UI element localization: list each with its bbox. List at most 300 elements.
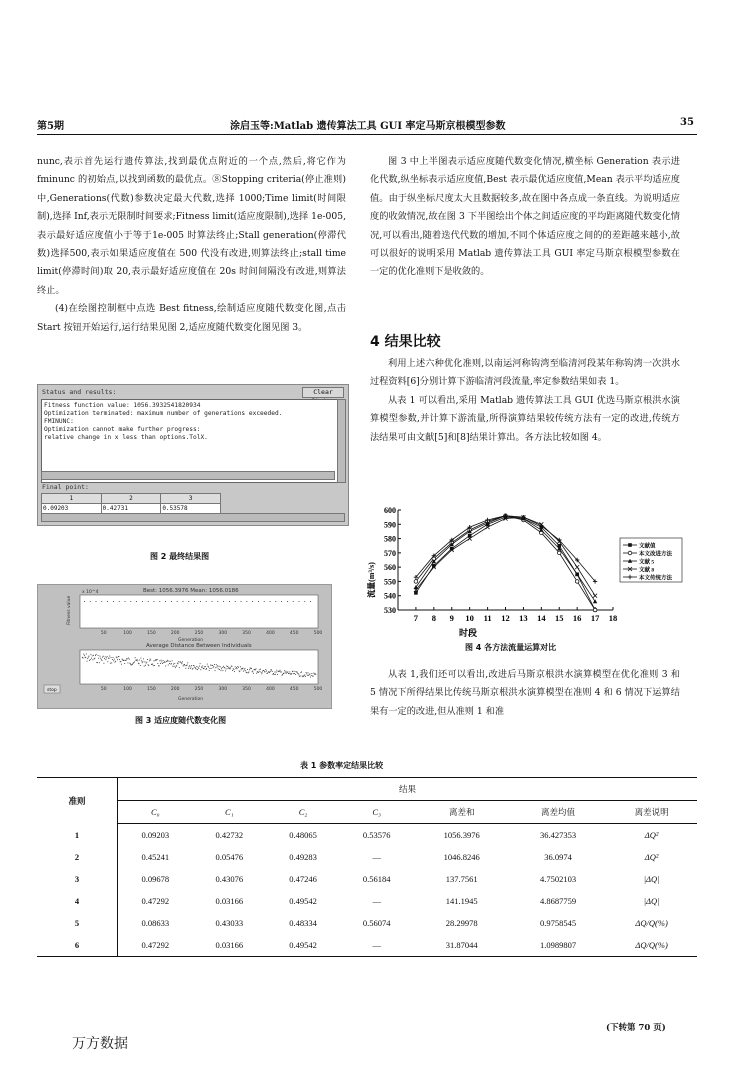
series-x — [414, 515, 597, 598]
watermark: 万方数据 — [72, 1036, 128, 1052]
table-cell: 1.0989807 — [510, 934, 606, 957]
paragraph: 图 3 中上半图表示适应度随代数变化情况,横坐标 Generation 表示进化代数,纵坐标表示适应度值,Best 表示最优适应度值,Mean 表示平均适应度值。由于纵坐标尺度太大且数据较多,故在图中各点成一条直线。为说明适应度的收敛情况,故在图 3 下半图绘出个体之间适应度的平均距离随代数变化情况,可以看出,随着迭代代数的增加,不同个体适应度之间的的差距越来越小,故可以很好的说明采用 Matlab 遗传算法工具 GUI 率定马斯京根模型参数在一定的优化准则下是收敛的。 — [370, 156, 680, 278]
distance-point — [105, 656, 106, 657]
distance-point — [172, 660, 173, 661]
distance-point — [185, 668, 186, 669]
column-header: 准则 — [37, 778, 118, 824]
distance-point — [109, 658, 110, 659]
bottom-plot-title: Average Distance Between Individuals — [146, 643, 252, 649]
distance-point — [85, 657, 86, 658]
legend-label: 文献值 — [639, 543, 656, 550]
ga-plots — [38, 585, 331, 708]
distance-point — [163, 662, 164, 663]
best-point — [177, 601, 178, 602]
table-cell: 0.49542 — [289, 896, 317, 906]
distance-point — [208, 666, 209, 667]
paragraph: (4)在绘图控制框中点选 Best fitness,绘制适应度随代数变化图,点击 Start 按钮开始运行,运行结果见图 2,适应度随代数变化图见图 3。 — [37, 303, 346, 333]
best-point — [90, 601, 91, 602]
distance-point — [293, 671, 294, 672]
distance-point — [88, 657, 89, 658]
y-tick-label: 550 — [384, 577, 396, 587]
figure-caption: 图 3 适应度随代数变化图 — [135, 716, 227, 725]
best-point — [125, 601, 126, 602]
horizontal-scrollbar[interactable] — [41, 471, 335, 480]
distance-point — [87, 661, 88, 662]
top-y-label: Fitness value — [67, 595, 72, 625]
x-tick-label: 500 — [313, 631, 323, 636]
distance-point — [218, 668, 219, 669]
x-tick-label: 8 — [431, 613, 436, 623]
axis-exponent: x 10^4 — [82, 590, 99, 595]
distance-point — [295, 671, 296, 672]
distance-point — [112, 659, 113, 660]
distance-point — [302, 676, 303, 677]
distance-point — [155, 660, 156, 661]
x-tick-label: 14 — [537, 613, 546, 623]
distance-point — [94, 658, 95, 659]
distance-point — [253, 673, 254, 674]
distance-point — [172, 666, 173, 667]
distance-point — [206, 668, 207, 669]
x-tick-label: 400 — [266, 687, 275, 692]
table-cell: 0.53576 — [362, 830, 391, 840]
distance-point — [310, 674, 311, 675]
distance-point — [149, 660, 150, 661]
distance-point — [298, 673, 299, 674]
best-point — [241, 601, 242, 602]
y-axis-title: 流量(m³/s) — [367, 562, 376, 598]
distance-point — [91, 658, 92, 659]
table-caption: 表 1 参数率定结果比较 — [300, 761, 384, 770]
distance-point — [243, 671, 244, 672]
y-tick-label: 530 — [384, 606, 396, 615]
table-cell: 0.56184 — [362, 874, 391, 884]
distance-point — [219, 666, 220, 667]
best-point — [229, 601, 230, 602]
distance-point — [116, 657, 117, 658]
header-rule — [37, 134, 697, 135]
best-point — [264, 601, 265, 602]
distance-point — [207, 664, 208, 665]
stop-button-label: stop — [47, 688, 57, 693]
distance-point — [165, 662, 166, 663]
distance-point — [168, 665, 169, 666]
distance-point — [173, 664, 174, 665]
best-fitness-axes — [80, 595, 318, 628]
table-cell: 4.7502103 — [539, 874, 577, 884]
distance-point — [178, 663, 179, 664]
distance-point — [239, 670, 240, 671]
distance-point — [196, 669, 197, 670]
distance-point — [146, 663, 147, 664]
distance-point — [117, 659, 118, 660]
distance-point — [90, 654, 91, 655]
distance-point — [103, 656, 104, 657]
distance-point — [181, 662, 182, 663]
x-axis-title: 时段 — [458, 628, 478, 638]
column-header: 离差说明 — [606, 801, 697, 824]
table-cell: — — [340, 934, 414, 957]
distance-point — [161, 661, 162, 662]
distance-point — [298, 674, 299, 675]
table-row — [37, 868, 697, 890]
distance-point — [150, 660, 151, 661]
data-point — [628, 551, 632, 555]
table-cell: 0.08633 — [118, 912, 193, 934]
column-header: 离差和 — [414, 801, 510, 824]
distance-point — [256, 673, 257, 674]
x-tick-label: 150 — [147, 631, 156, 636]
table-cell: 36.0974 — [544, 852, 572, 862]
distance-point — [92, 655, 93, 656]
distance-point — [83, 658, 84, 659]
distance-point — [181, 663, 182, 664]
distance-point — [217, 665, 218, 666]
distance-point — [95, 655, 96, 656]
x-tick-label: 18 — [608, 613, 618, 623]
distance-point — [196, 666, 197, 667]
data-point — [593, 599, 597, 603]
distance-point — [287, 672, 288, 673]
best-point — [310, 601, 311, 602]
distance-point — [220, 670, 221, 671]
table-cell: 4 — [74, 896, 80, 906]
x-tick-label: 9 — [449, 613, 454, 623]
distance-point — [263, 670, 264, 671]
distance-point — [170, 661, 171, 662]
best-point — [217, 601, 218, 602]
table-cell: — — [372, 852, 381, 862]
panel-title: Status and results: — [42, 388, 117, 396]
distance-point — [113, 657, 114, 658]
status-line: FMINUNC: — [44, 418, 74, 425]
distance-point — [280, 670, 281, 671]
distance-point — [266, 671, 267, 672]
distance-point — [234, 671, 235, 672]
status-results-panel — [37, 384, 349, 526]
right-column — [370, 666, 680, 721]
group-header: 结果 — [118, 778, 698, 801]
distance-point — [219, 669, 220, 670]
distance-point — [212, 665, 213, 666]
distance-point — [256, 668, 257, 669]
best-point — [281, 601, 282, 602]
distance-point — [209, 668, 210, 669]
distance-point — [143, 658, 144, 659]
distance-point — [115, 661, 116, 662]
table-cell: 0.43033 — [215, 918, 244, 928]
distance-point — [122, 659, 123, 660]
distance-point — [98, 655, 99, 656]
final-value: 0.09203 — [42, 504, 102, 514]
table-cell: 1 — [74, 829, 80, 840]
distance-point — [105, 659, 106, 660]
distance-point — [102, 657, 103, 658]
best-point — [130, 601, 131, 602]
legend-label: 本文传统方法 — [639, 575, 673, 582]
distance-point — [232, 670, 233, 671]
distance-point — [236, 667, 237, 668]
x-tick-label: 350 — [242, 687, 251, 692]
distance-point — [160, 663, 161, 664]
column-header: 1 — [42, 494, 102, 504]
distance-point — [213, 666, 214, 667]
distance-point — [189, 666, 190, 667]
paragraph: 从表 1 可以看出,采用 Matlab 遗传算法工具 GUI 优选马斯京根洪水演算模型参数,并计算下游流量,所得演算结果较传统方法有一定的改进,传统方法结果可由文献[5]和[8]结果计算出。各方法比较如图 4。 — [370, 394, 680, 443]
table-cell: 1046.8246 — [443, 852, 480, 862]
best-point — [304, 601, 305, 602]
final-value: 0.42731 — [101, 504, 161, 514]
distance-point — [220, 666, 221, 667]
table-cell: — — [372, 896, 381, 906]
distance-point — [274, 674, 275, 675]
distance-point — [251, 668, 252, 669]
table-scrollbar[interactable] — [41, 513, 345, 522]
distance-point — [176, 665, 177, 666]
distance-point — [195, 668, 196, 669]
distance-point — [83, 654, 84, 655]
distance-point — [284, 670, 285, 671]
distance-point — [270, 671, 271, 672]
table-cell: ΔQ/Q(%) — [635, 918, 668, 928]
distance-point — [147, 659, 148, 660]
distance-point — [313, 673, 314, 674]
table-cell: ΔQ² — [644, 830, 659, 840]
paragraph: 从表 1,我们还可以看出,改进后马斯京根洪水演算模型在优化准则 3 和 5 情况下所得结果比传统马斯京根洪水演算模型在准则 4 和 6 情况下运算结果有一定的改进,但从准则 1 和准 — [370, 669, 680, 717]
x-axis-label: Generation — [178, 697, 204, 702]
distance-point — [257, 671, 258, 672]
final-point-table — [41, 493, 221, 514]
distance-point — [304, 675, 305, 676]
distance-point — [163, 660, 164, 661]
distance-point — [222, 670, 223, 671]
distance-point — [281, 672, 282, 673]
distance-point — [174, 663, 175, 664]
distance-point — [228, 668, 229, 669]
table-row — [37, 934, 697, 957]
distance-point — [213, 667, 214, 668]
clear-status-button[interactable]: Clear — [302, 387, 344, 398]
distance-point — [142, 661, 143, 662]
x-tick-label: 17 — [590, 613, 600, 623]
series-line — [416, 517, 595, 610]
x-tick-label: 12 — [501, 613, 510, 623]
best-point — [223, 601, 224, 602]
distance-point — [230, 668, 231, 669]
distance-point — [200, 669, 201, 670]
distance-point — [102, 660, 103, 661]
column-header: C₃ — [340, 801, 414, 824]
legend-label: 文献 8 — [639, 567, 655, 574]
distance-point — [250, 668, 251, 669]
table-cell: 1056.3976 — [443, 830, 480, 840]
distance-point — [237, 668, 238, 669]
distance-point — [295, 674, 296, 675]
distance-point — [141, 658, 142, 659]
distance-point — [265, 669, 266, 670]
top-plot-title: Best: 1056.3976 Mean: 1056.0186 — [143, 588, 239, 594]
table-cell: 4.8687759 — [539, 896, 577, 906]
table-cell: 0.48334 — [289, 918, 317, 928]
distance-point — [157, 663, 158, 664]
table-cell: 0.47246 — [289, 874, 317, 884]
distance-point — [165, 666, 166, 667]
distance-point — [282, 674, 283, 675]
distance-point — [168, 661, 169, 662]
x-tick-label: 200 — [170, 687, 180, 692]
best-point — [113, 601, 114, 602]
legend-label: 本文改进方法 — [639, 551, 673, 558]
table-cell: 0.05476 — [215, 852, 244, 862]
distance-point — [244, 669, 245, 670]
right-column — [370, 355, 680, 447]
distance-point — [144, 661, 145, 662]
distance-point — [198, 667, 199, 668]
distance-point — [148, 665, 149, 666]
column-header: 2 — [101, 494, 161, 504]
best-point — [252, 601, 253, 602]
distance-point — [228, 667, 229, 668]
distance-point — [106, 657, 107, 658]
distance-point — [308, 672, 309, 673]
distance-point — [119, 659, 120, 660]
data-point — [414, 580, 418, 584]
distance-point — [185, 665, 186, 666]
series-line — [416, 517, 595, 596]
table-cell: 137.7561 — [445, 874, 478, 884]
best-point — [119, 601, 120, 602]
final-point-label: Final point: — [42, 483, 89, 491]
distance-point — [206, 669, 207, 670]
x-axis-label: Generation — [178, 638, 204, 643]
table-row — [37, 890, 697, 912]
distance-point — [152, 664, 153, 665]
best-point — [165, 601, 166, 602]
best-point — [275, 601, 276, 602]
distance-point — [249, 669, 250, 670]
distance-point — [232, 666, 233, 667]
distance-point — [307, 675, 308, 676]
distance-point — [243, 668, 244, 669]
distance-point — [107, 661, 108, 662]
distance-point — [93, 655, 94, 656]
distance-point — [133, 663, 134, 664]
best-point — [188, 601, 189, 602]
distance-point — [150, 659, 151, 660]
table-cell: 36.427353 — [539, 830, 577, 840]
distance-point — [128, 658, 129, 659]
distance-point — [118, 656, 119, 657]
legend-label: 文献 5 — [639, 559, 655, 566]
table-row — [37, 846, 697, 868]
distance-point — [191, 667, 192, 668]
distance-point — [124, 663, 125, 664]
distance-point — [188, 668, 189, 669]
table-cell: 28.29978 — [445, 918, 478, 928]
distance-point — [210, 665, 211, 666]
distance-point — [98, 658, 99, 659]
distance-point — [289, 673, 290, 674]
table-cell: |ΔQ| — [643, 874, 660, 884]
distance-point — [140, 665, 141, 666]
distance-point — [217, 667, 218, 668]
table-cell: ΔQ² — [644, 852, 659, 862]
data-point — [557, 551, 561, 555]
distance-point — [113, 660, 114, 661]
ga-plot-window — [37, 584, 332, 709]
y-tick-label: 580 — [384, 534, 396, 544]
distance-point — [284, 673, 285, 674]
distance-point — [262, 671, 263, 672]
distance-point — [300, 676, 301, 677]
distance-point — [97, 662, 98, 663]
best-point — [183, 601, 184, 602]
distance-point — [100, 658, 101, 659]
distance-point — [161, 660, 162, 661]
x-tick-label: 13 — [519, 613, 528, 623]
status-line: Fitness function value: 1056.3932541820934 — [44, 402, 201, 409]
distance-point — [187, 665, 188, 666]
distance-point — [261, 672, 262, 673]
column-header: 离差均值 — [510, 801, 606, 824]
distance-point — [187, 662, 188, 663]
distance-point — [230, 667, 231, 668]
distance-point — [180, 661, 181, 662]
distance-point — [198, 668, 199, 669]
distance-point — [267, 673, 268, 674]
distance-point — [304, 674, 305, 675]
distance-point — [109, 656, 110, 657]
distance-point — [275, 674, 276, 675]
best-point — [107, 601, 108, 602]
distance-point — [148, 664, 149, 665]
distance-point — [315, 673, 316, 674]
distance-point — [245, 668, 246, 669]
table-cell: 5 — [74, 918, 80, 928]
distance-point — [197, 669, 198, 670]
right-column — [370, 153, 680, 282]
paragraph: 利用上述六种优化准则,以南运河称钩湾至临清河段某年称钩湾一次洪水过程资料[6]分别计算下游临清河段流量,率定参数结果如表 1。 — [370, 358, 680, 388]
distance-point — [135, 657, 136, 658]
distance-point — [291, 674, 292, 675]
flow-comparison-chart — [368, 500, 688, 640]
column-header: 3 — [161, 494, 221, 504]
best-point — [206, 601, 207, 602]
x-tick-label: 250 — [194, 687, 204, 692]
distance-point — [241, 669, 242, 670]
section-heading: 4 结果比较 — [370, 334, 441, 350]
best-point — [159, 601, 160, 602]
distance-point — [96, 654, 97, 655]
distance-point — [89, 660, 90, 661]
distance-point — [271, 670, 272, 671]
distance-point — [179, 667, 180, 668]
table-cell: 0.03166 — [193, 934, 267, 957]
status-line: Optimization terminated: maximum number of generations exceeded. — [44, 410, 283, 417]
distance-point — [226, 668, 227, 669]
distance-point — [130, 664, 131, 665]
x-tick-label: 50 — [100, 687, 107, 692]
distance-point — [277, 674, 278, 675]
distance-point — [259, 669, 260, 670]
table-cell: 0.03166 — [215, 896, 244, 906]
distance-point — [171, 663, 172, 664]
vertical-scrollbar[interactable] — [337, 399, 346, 483]
distance-point — [205, 666, 206, 667]
series-line — [416, 516, 595, 582]
series-line — [416, 516, 595, 610]
distance-point — [289, 672, 290, 673]
